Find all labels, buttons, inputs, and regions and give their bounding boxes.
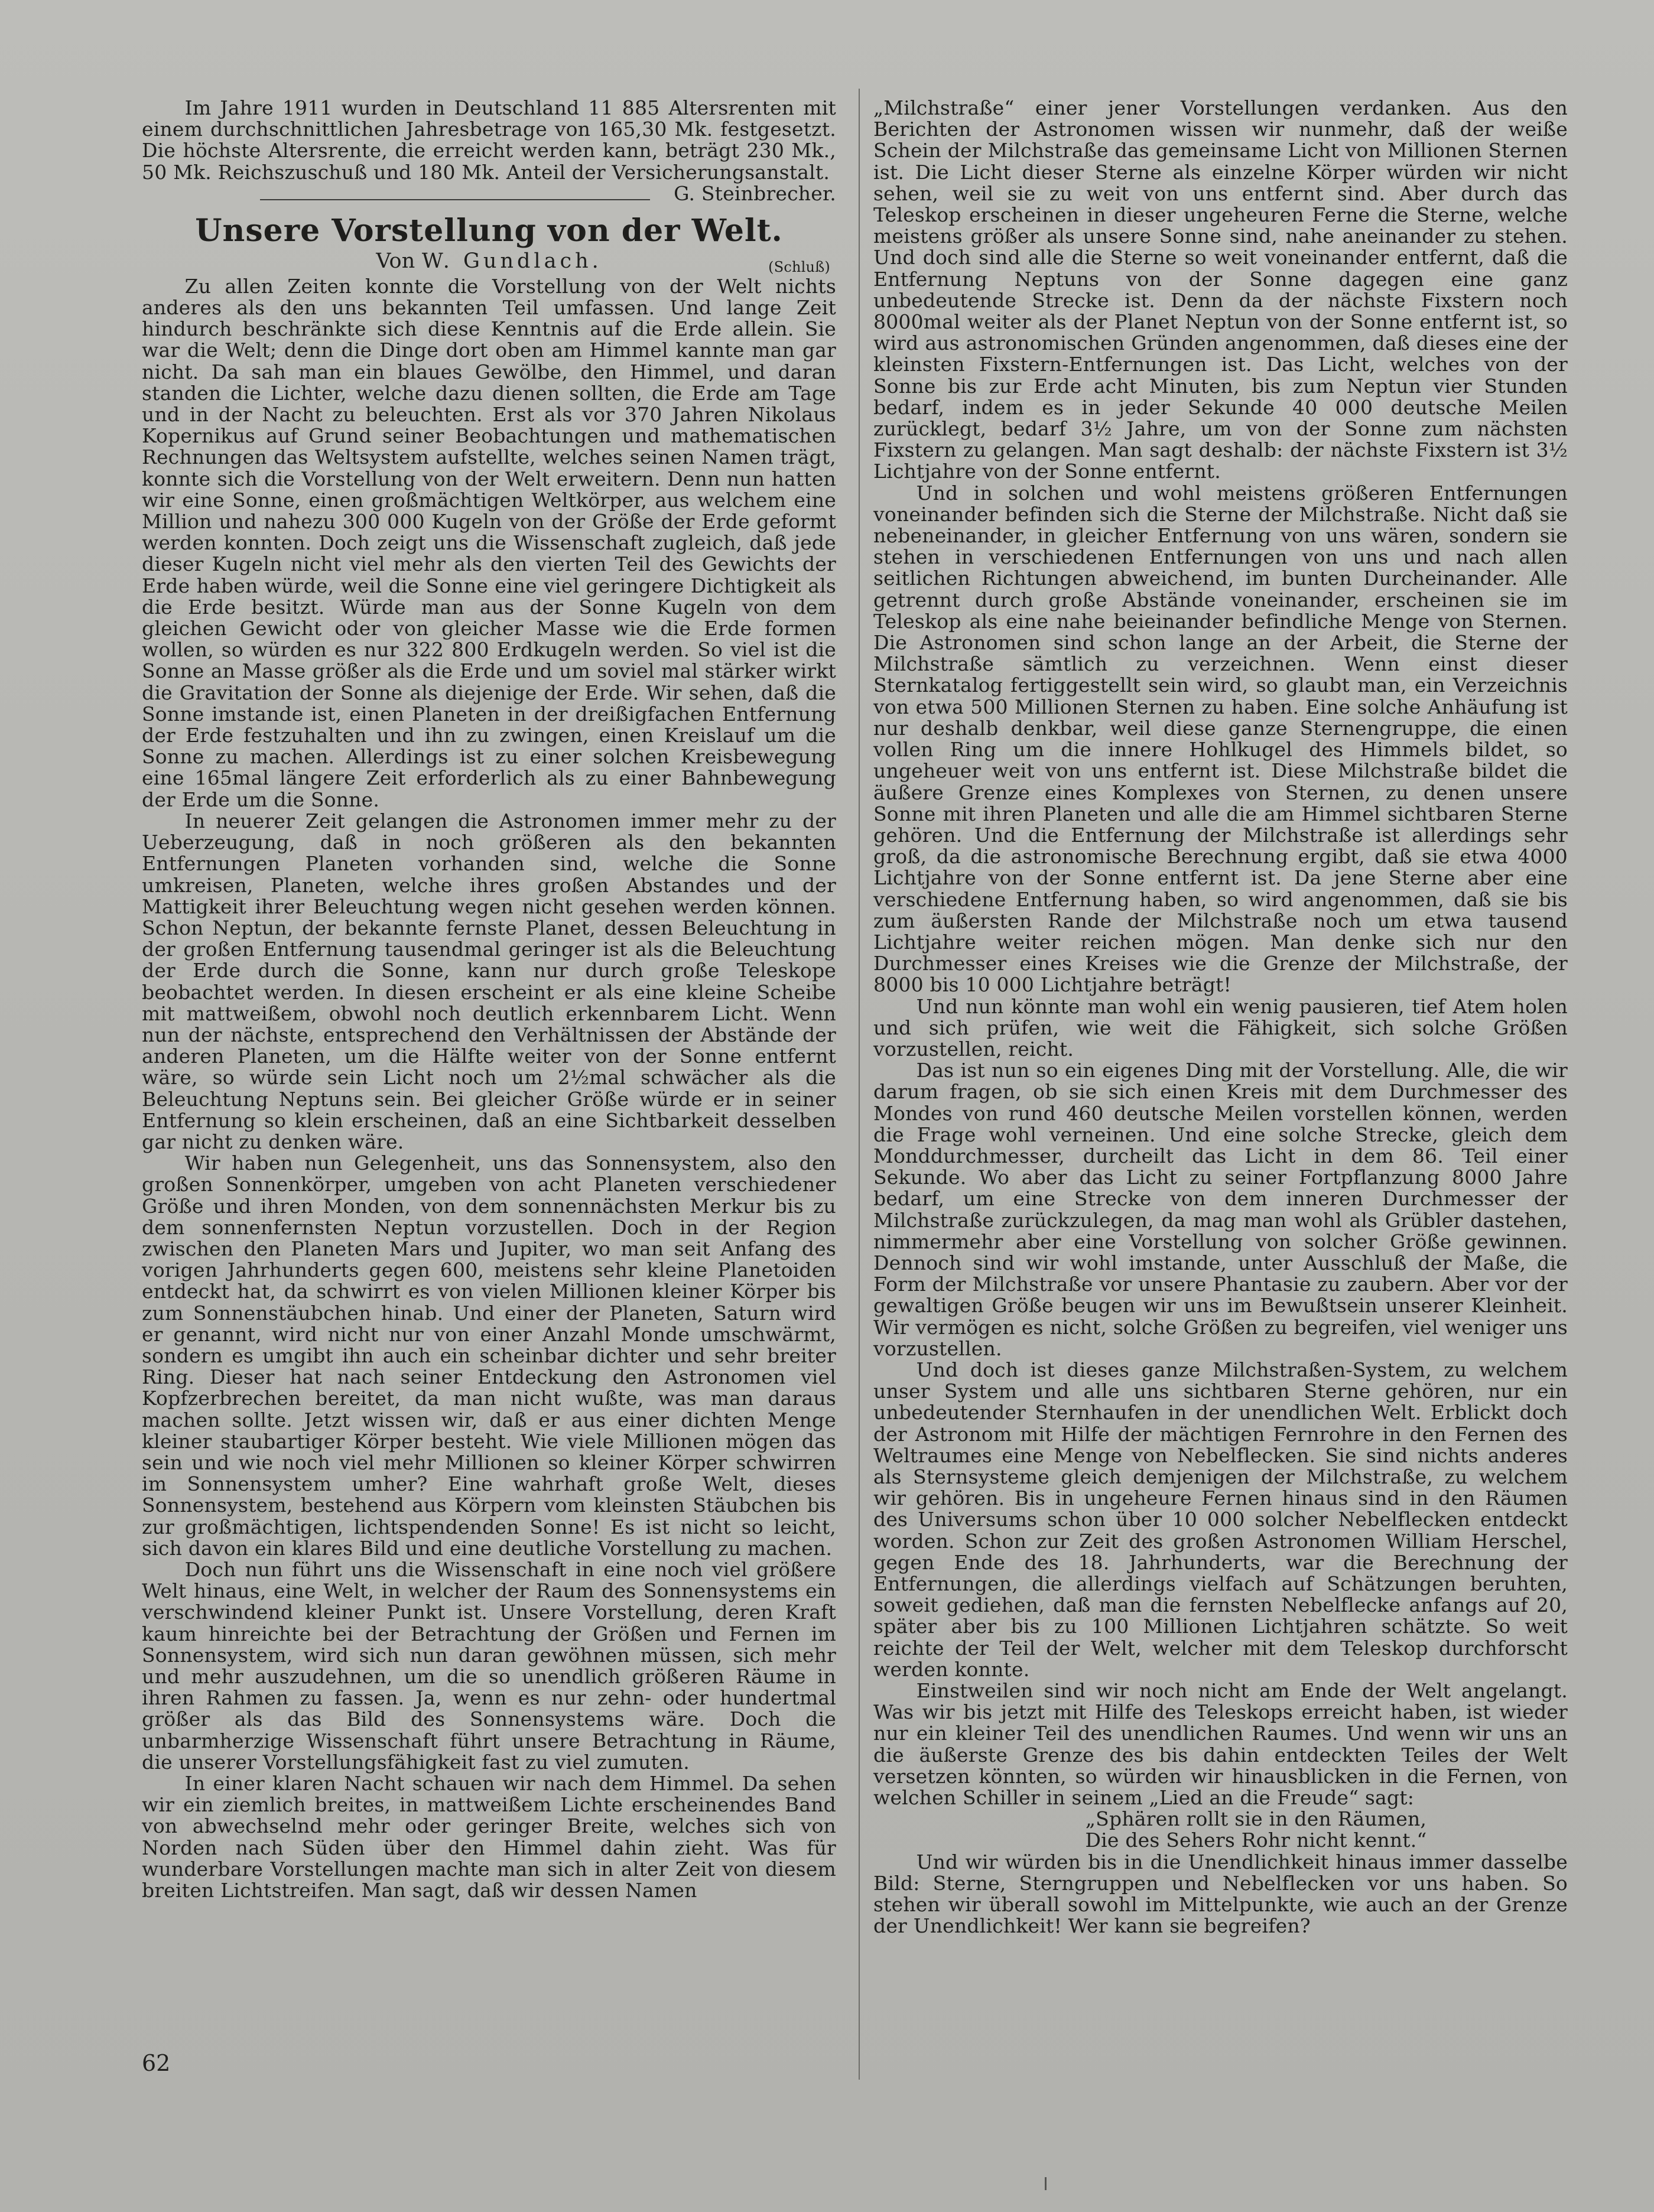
intro-paragraph: Im Jahre 1911 wurden in Deutschland 11 885 Altersrenten mit einem durchschnittlichen Jahresbetrage von 165,30 Mk. festgesetzt. Die höchste Altersrente, die erreicht werden kann, beträgt 230 Mk., 50 Mk. Reichszuschuß und 180 Mk. Anteil der Versicherungsanstalt. xyxy=(142,96,836,184)
article-paragraph: In neuerer Zeit gelangen die Astronomen immer mehr zu der Ueberzeugung, daß in noch größeren als den bekannten Entfernungen Planeten vorhanden sind, welche die Sonne umkreisen, Planeten, welche ihres großen Abstandes und der Mattigkeit ihrer Beleuchtung wegen nicht gesehen werden können. Schon Neptun, der bekannte fernste Planet, dessen Beleuchtung in der großen Entfernung tausendmal geringer ist als die Beleuchtung der Erde durch die Sonne, kann nur durch große Teleskope beobachtet werden. In diesen erscheint er als eine kleine Scheibe mit mattweißem, obwohl noch deutlich erkennbarem Licht. Wenn nun der nächste, entsprechend den Verhältnissen der Abstände der anderen Planeten, um die Hälfte weiter von der Sonne entfernt wäre, so würde sein Licht noch um 2½mal schwächer als die Beleuchtung Neptuns sein. Bei gleicher Größe würde er in seiner Entfernung so klein erscheinen, daß an eine Sichtbarkeit desselben gar nicht zu denken wäre. xyxy=(142,809,836,1153)
signature-rule xyxy=(260,199,650,200)
left-column xyxy=(142,97,836,1901)
article-paragraph: Das ist nun so ein eigenes Ding mit der Vorstellung. Alle, die wir darum fragen, ob sie sich einen Kreis mit dem Durchmesser des Mondes von rund 460 deutsche Meilen vorstellen können, werden die Frage wohl verneinen. Und eine solche Strecke, gleich dem Monddurchmesser, durcheilt das Licht in dem 86. Teil einer Sekunde. Wo aber das Licht zu seiner Fortpflanzung 8000 Jahre bedarf, um eine Strecke von dem inneren Durchmesser der Milchstraße zurückzulegen, da mag man wohl als Grübler dastehen, nimmermehr aber eine Vorstellung von solcher Größe gewinnen. Dennoch sind wir wohl imstande, unter Ausschluß der Maße, die Form der Milchstraße vor unsere Phantasie zu zaubern. Aber vor der gewaltigen Größe beugen wir uns im Bewußtsein unserer Kleinheit. Wir vermögen es nicht, solche Größen zu begreifen, viel weniger uns vorzustellen. xyxy=(873,1059,1568,1360)
print-speck xyxy=(1045,2177,1047,2190)
page-number: 62 xyxy=(142,2050,171,2076)
article-paragraph: Und nun könnte man wohl ein wenig pausieren, tief Atem holen und sich prüfen, wie weit die Fähigkeit, sich solche Größen vorzustellen, reicht. xyxy=(873,994,1568,1061)
article-title: Unsere Vorstellung von der Welt. xyxy=(195,212,783,249)
column-divider xyxy=(859,89,860,2080)
byline-author: W. Gundlach. xyxy=(421,249,602,273)
article-paragraph: Und doch ist dieses ganze Milchstraßen-System, zu welchem unser System und alle uns sichtbaren Sterne gehören, nur ein unbedeutender Sternhaufen in der unendlichen Welt. Erblickt doch der Astronom mit Hilfe der mächtigen Fernrohre in den Fernen des Weltraumes eine Menge von Nebelflecken. Sie sind nichts anderes als Sternsysteme gleich demjenigen der Milchstraße, zu welchem wir gehören. Bis in ungeheure Fernen hinaus sind in den Räumen des Universums schon über 10 000 solcher Nebelflecken entdeckt worden. Schon zur Zeit des großen Astronomen William Herschel, gegen Ende des 18. Jahrhunderts, war die Berechnung der Entfernungen, die allerdings vielfach auf Schätzungen beruhten, soweit gediehen, daß man die fernsten Nebelflecke anfangs auf 20, später aber bis zu 100 Millionen Lichtjahren schätzte. So weit reichte der Teil der Welt, welcher mit dem Teleskop durchforscht werden konnte. xyxy=(873,1358,1568,1681)
continuation-note: (Schluß) xyxy=(768,258,830,275)
article-paragraph: „Milchstraße“ einer jener Vorstellungen verdanken. Aus den Berichten der Astronomen wissen wir nunmehr, daß der weiße Schein der Milchstraße das gemeinsame Licht von Millionen Sternen ist. Die Licht dieser Sterne als einzelne Körper würden wir nicht sehen, weil sie zu weit von uns entfernt sind. Aber durch das Teleskop erscheinen in dieser ungeheuren Ferne die Sterne, welche meistens größer als unsere Sonne sind, nahe aneinander zu stehen. Und doch sind alle die Sterne so weit voneinander entfernt, daß die Entfernung Neptuns von der Sonne dagegen eine ganz unbedeutende Strecke ist. Denn da der nächste Fixstern noch 8000mal weiter als der Planet Neptun von der Sonne entfernt ist, so wird aus astronomischen Gründen angenommen, daß dieses eine der kleinsten Fixstern-Entfernungen ist. Das Licht, welches von der Sonne bis zur Erde acht Minuten, bis zum Neptun vier Stunden bedarf, indem es in jeder Sekunde 40 000 deutsche Meilen zurücklegt, bedarf 3½ Jahre, um von der Sonne zum nächsten Fixstern zu gelangen. Man sagt deshalb: der nächste Fixstern ist 3½ Lichtjahre von der Sonne entfernt. xyxy=(873,96,1568,483)
author-signature: G. Steinbrecher. xyxy=(674,181,836,205)
verse-line: Die des Sehers Rohr nicht kennt.“ xyxy=(1085,1829,1427,1852)
byline-prefix: Von xyxy=(376,249,415,273)
article-paragraph: Und in solchen und wohl meistens größeren Entfernungen voneinander befinden sich die Sterne der Milchstraße. Nicht daß sie nebeneinander, in gleicher Entfernung von uns wären, sondern sie stehen in verschiedenen Entfernungen von uns und nach allen seitlichen Richtungen abweichend, im bunten Durcheinander. Alle getrennt durch große Abstände voneinander, erscheinen sie im Teleskop als eine nahe beieinander befindliche Menge von Sternen. Die Astronomen sind schon lange an der Arbeit, die Sterne der Milchstraße sämtlich zu verzeichnen. Wenn einst dieser Sternkatalog fertiggestellt sein wird, so glaubt man, ein Verzeichnis von etwa 500 Millionen Sternen zu haben. Eine solche Anhäufung ist nur deshalb denkbar, weil diese ganze Sternengruppe, die einen vollen Ring um die innere Hohlkugel des Himmels bildet, so ungeheuer weit von uns entfernt ist. Diese Milchstraße bildet die äußere Grenze eines Komplexes von Sternen, zu denen unsere Sonne mit ihren Planeten und alle die am Himmel sichtbaren Sterne gehören. Und die Entfernung der Milchstraße ist allerdings sehr groß, da die astronomische Berechnung ergibt, daß sie etwa 4000 Lichtjahre von der Sonne entfernt ist. Da jene Sterne aber eine verschiedene Entfernung haben, so wird angenommen, daß sie bis zum äußersten Rande der Milchstraße noch um etwa tausend Lichtjahre weiter reichen mögen. Man denke sich nur den Durchmesser eines Kreises wie die Grenze der Milchstraße, der 8000 bis 10 000 Lichtjahre beträgt! xyxy=(873,481,1568,997)
article-paragraph: Einstweilen sind wir noch nicht am Ende der Welt angelangt. Was wir bis jetzt mit Hilfe des Teleskops erreicht haben, ist wieder nur ein kleiner Teil des unendlichen Raumes. Und wenn wir uns an die äußerste Grenze des bis dahin entdeckten Teiles der Welt versetzen könnten, so würden wir hinausblicken in die Fernen, von welchen Schiller in seinem „Lied an die Freude“ sagt: xyxy=(873,1679,1568,1810)
article-paragraph: Wir haben nun Gelegenheit, uns das Sonnensystem, also den großen Sonnenkörper, umgeben von acht Planeten verschiedener Größe und ihren Monden, von dem sonnennächsten Merkur bis zu dem sonnenfernsten Neptun vorzustellen. Doch in der Region zwischen den Planeten Mars und Jupiter, wo man seit Anfang des vorigen Jahrhunderts gegen 600, meistens sehr kleine Planetoiden entdeckt hat, da schwirrt es von vielen Millionen kleiner Körper bis zum Sonnenstäubchen hinab. Und einer der Planeten, Saturn wird er genannt, wird nicht nur von einer Anzahl Monde umschwärmt, sondern es umgibt ihn auch ein scheinbar dichter und sehr breiter Ring. Dieser hat nach seiner Entdeckung den Astronomen viel Kopfzerbrechen bereitet, da man nicht wußte, was man daraus machen sollte. Jetzt wissen wir, daß er aus einer dichten Menge kleiner staubartiger Körper besteht. Wie viele Millionen mögen das sein und wie noch viel mehr Millionen so kleiner Körper schwirren im Sonnensystem umher? Eine wahrhaft große Welt, dieses Sonnensystem, bestehend aus Körpern vom kleinsten Stäubchen bis zur großmächtigen, lichtspendenden Sonne! Es ist nicht so leicht, sich davon ein klares Bild und eine deutliche Vorstellung zu machen. xyxy=(142,1151,836,1560)
byline xyxy=(142,249,836,274)
article-paragraph: Zu allen Zeiten konnte die Vorstellung von der Welt nichts anderes als den uns bekannten Teil umfassen. Und lange Zeit hindurch beschränkte sich diese Kenntnis auf die Erde allein. Sie war die Welt; denn die Dinge dort oben am Himmel kannte man gar nicht. Da sah man ein blaues Gewölbe, den Himmel, und daran standen die Lichter, welche dazu dienen sollten, die Erde am Tage und in der Nacht zu beleuchten. Erst als vor 370 Jahren Nikolaus Kopernikus auf Grund seiner Beobachtungen und mathematischen Rechnungen das Weltsystem aufstellte, welches seinen Namen trägt, konnte sich die Vorstellung von der Welt erweitern. Denn nun hatten wir eine Sonne, einen großmächtigen Weltkörper, aus welchem eine Million und nahezu 300 000 Kugeln von der Größe der Erde geformt werden konnten. Doch zeigt uns die Wissenschaft zugleich, daß jede dieser Kugeln nicht viel mehr als den vierten Teil des Gewichts der Erde haben würde, weil die Sonne eine viel geringere Dichtigkeit als die Erde besitzt. Würde man aus der Sonne Kugeln von dem gleichen Gewicht oder von gleicher Masse wie die Erde formen wollen, so würden es nur 322 800 Erdkugeln werden. So viel ist die Sonne an Masse größer als die Erde und um soviel mal stärker wirkt die Gravitation der Sonne als diejenige der Erde. Wir sehen, daß die Sonne imstande ist, einen Planeten in der dreißigfachen Entfernung der Erde festzuhalten und ihn zu zwingen, einen Kreislauf um die Sonne zu machen. Allerdings ist zu einer solchen Kreisbewegung eine 165mal längere Zeit erforderlich als zu einer Bahnbewegung der Erde um die Sonne. xyxy=(142,274,836,811)
verse-line: „Sphären rollt sie in den Räumen, xyxy=(1085,1807,1427,1831)
closing-paragraph: Und wir würden bis in die Unendlichkeit hinaus immer dasselbe Bild: Sterne, Sterngruppen und Nebelflecken vor uns haben. So stehen wir überall sowohl im Mittelpunkte, wie auch an der Grenze der Unendlichkeit! Wer kann sie begreifen? xyxy=(873,1850,1568,1938)
right-column xyxy=(873,97,1568,1937)
signature-row xyxy=(142,183,836,206)
article-paragraph: Doch nun führt uns die Wissenschaft in eine noch viel größere Welt hinaus, eine Welt, in welcher der Raum des Sonnensystems ein verschwindend kleiner Punkt ist. Unsere Vorstellung, deren Kraft kaum hinreichte bei der Betrachtung der Größen und Fernen im Sonnensystem, wird sich nun daran gewöhnen müssen, sich mehr und mehr auszudehnen, um die so unendlich größeren Räume in ihren Rahmen zu fassen. Ja, wenn es nur zehn- oder hundertmal größer als das Bild des Sonnensystems wäre. Doch die unbarmherzige Wissenschaft führt unsere Betrachtung in Räume, die unserer Vorstellungsfähigkeit fast zu viel zumuten. xyxy=(142,1558,836,1774)
article-paragraph: In einer klaren Nacht schauen wir nach dem Himmel. Da sehen wir ein ziemlich breites, in mattweißem Lichte erscheinendes Band von abwechselnd mehr oder geringer Breite, welches sich von Norden nach Süden über den Himmel dahin zieht. Was für wunderbare Vorstellungen machte man sich in alter Zeit von diesem breiten Lichtstreifen. Man sagt, daß wir dessen Namen xyxy=(142,1772,836,1902)
